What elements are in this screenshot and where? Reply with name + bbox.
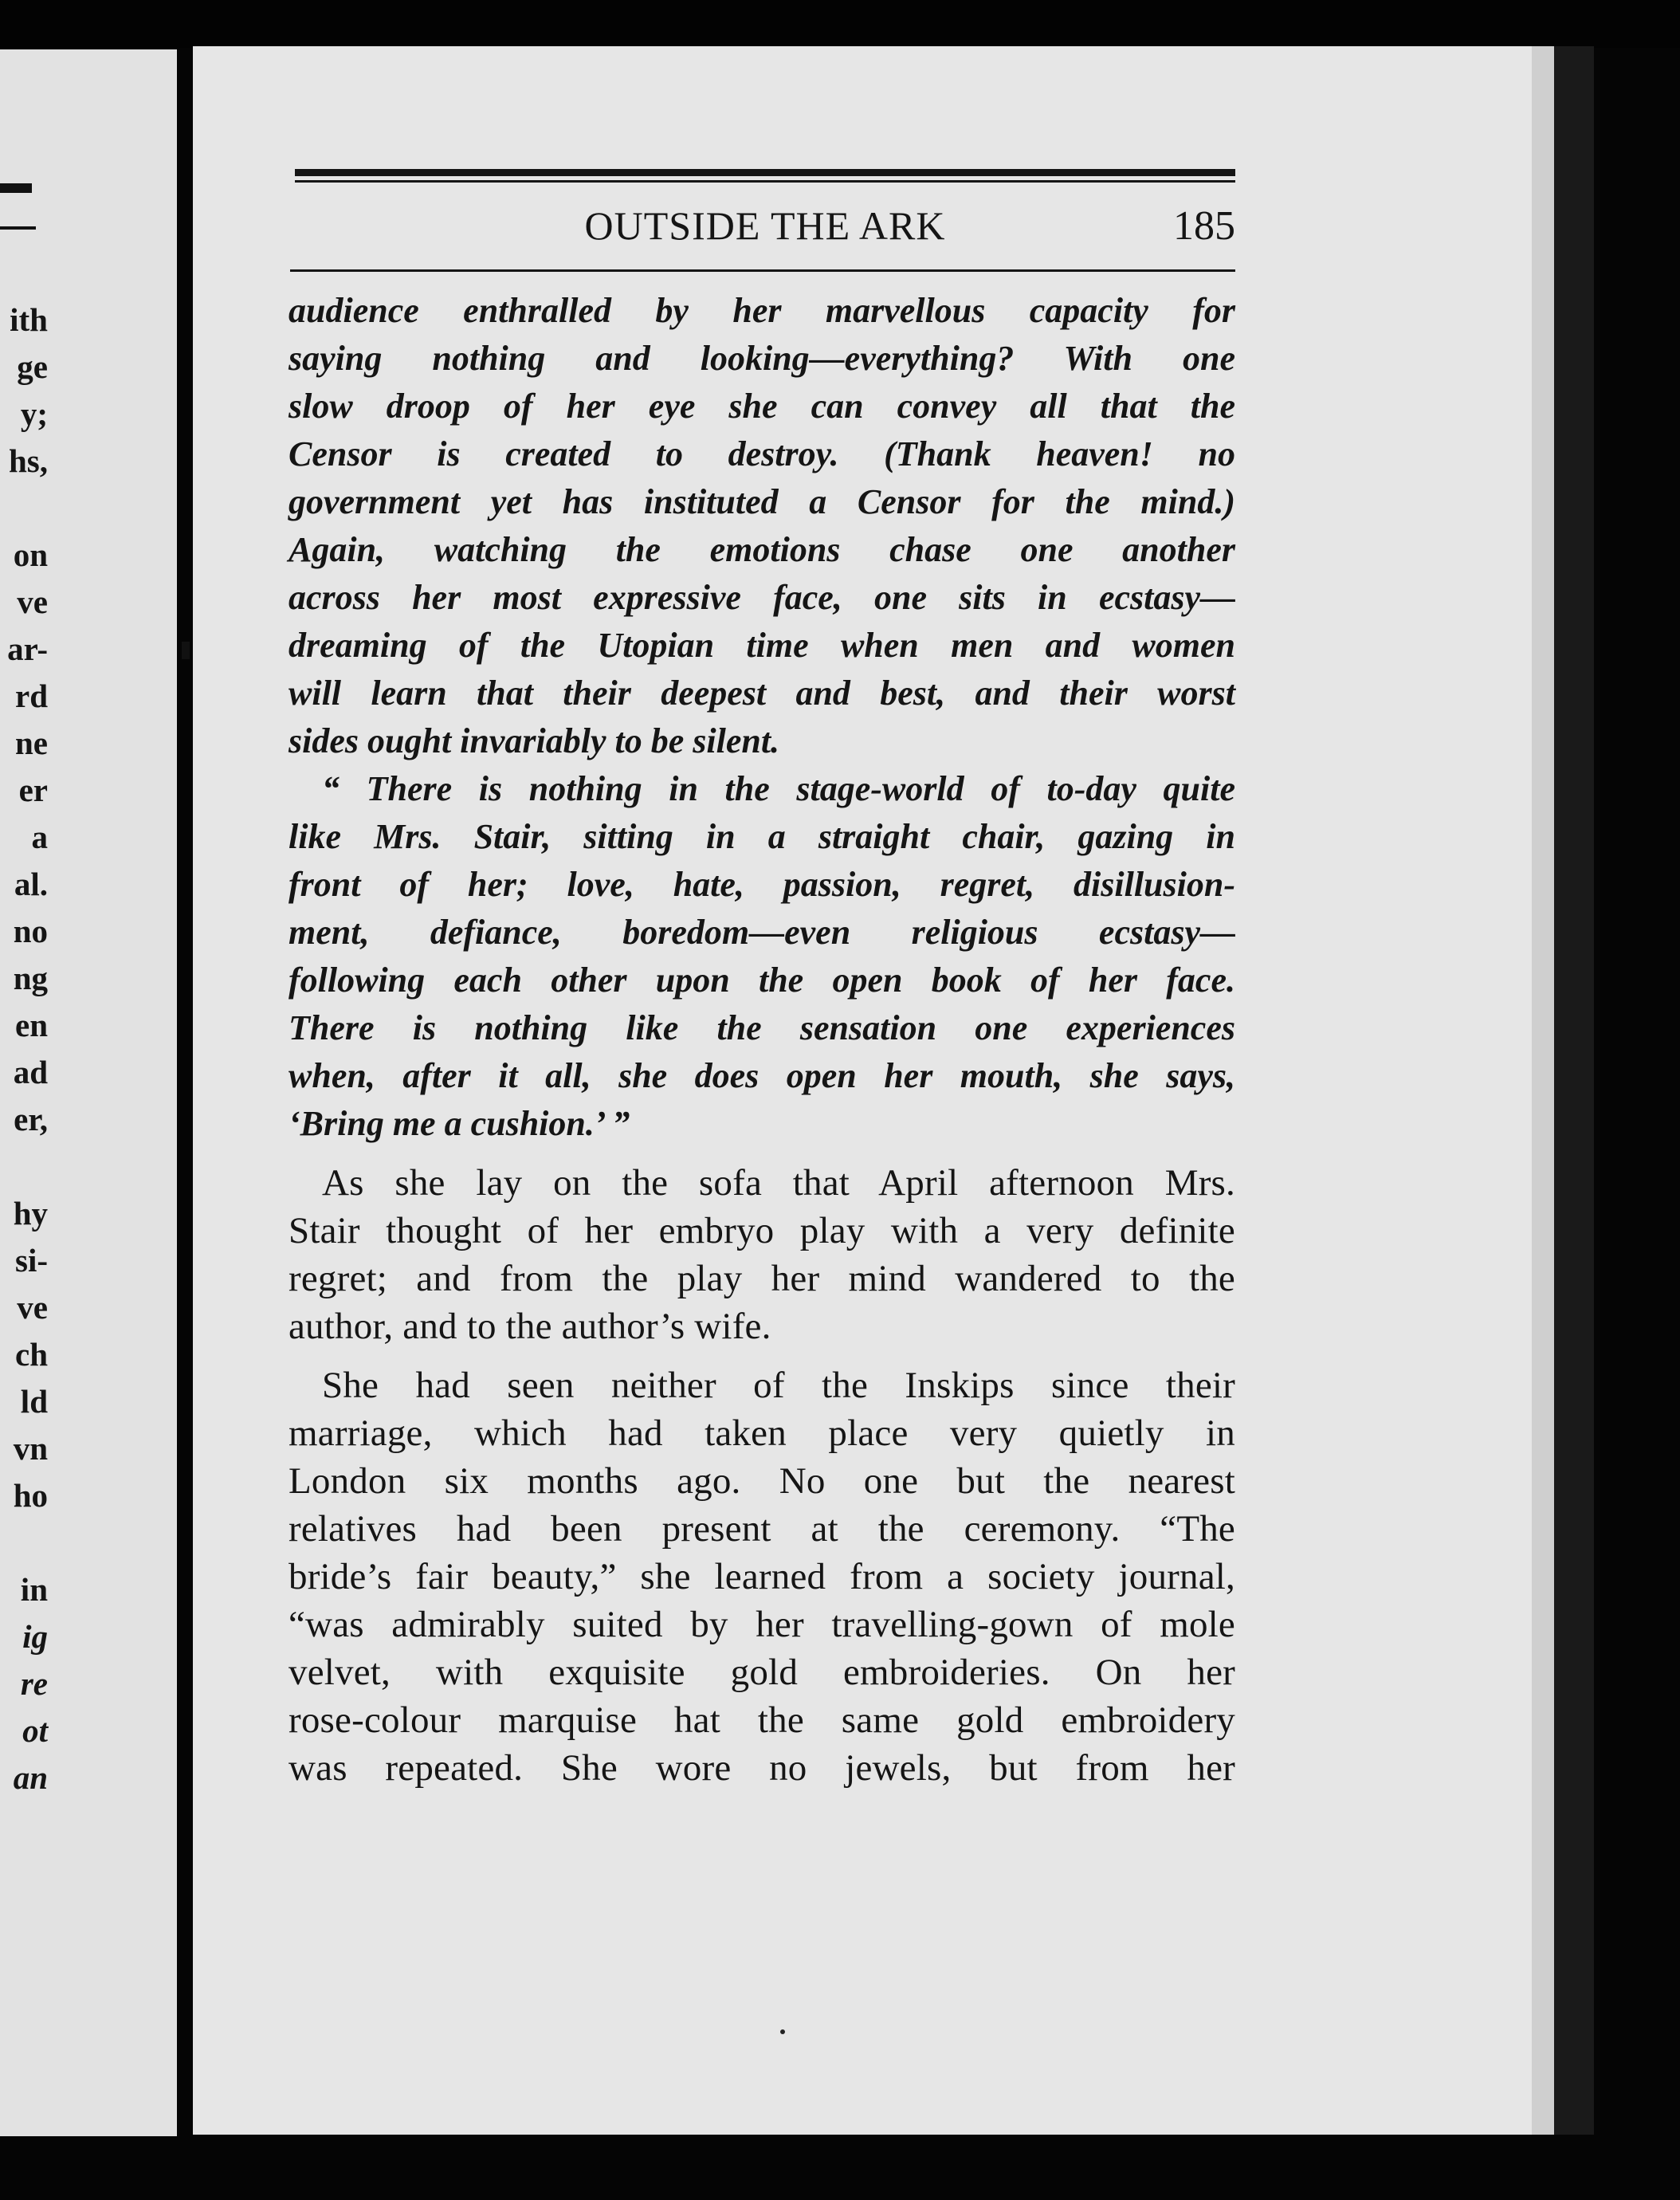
facing-page-fragment: ad xyxy=(13,1054,48,1090)
facing-page-fragment: ve xyxy=(17,583,48,620)
facing-page-fragment: ld xyxy=(20,1383,48,1420)
facing-page-rule xyxy=(0,183,32,193)
text-line: front of her; love, hate, passion, regret, disillusion- xyxy=(289,865,1235,904)
text-line: was repeated. She wore no jewels, but from her xyxy=(289,1747,1235,1789)
text-line: will learn that their deepest and best, and their worst xyxy=(289,674,1235,713)
book-gutter xyxy=(177,49,193,2136)
text-line: There is nothing like the sensation one experiences xyxy=(289,1008,1235,1047)
scan-top-border xyxy=(0,0,1680,48)
text-line: slow droop of her eye she can convey all that the xyxy=(289,387,1235,426)
facing-page-rule-thin xyxy=(0,226,36,230)
facing-page-fragment: ot xyxy=(22,1712,48,1749)
facing-page-fragment xyxy=(0,1143,48,1190)
page-number: 185 xyxy=(1173,203,1235,249)
text-line: ‘Bring me a cushion.’ ” xyxy=(289,1104,630,1143)
text-line: regret; and from the play her mind wandered to the xyxy=(289,1258,1235,1299)
text-line: Again, watching the emotions chase one another xyxy=(289,530,1235,569)
facing-page-fragment: re xyxy=(20,1665,48,1702)
text-line: dreaming of the Utopian time when men and women xyxy=(289,626,1235,665)
text-line: Stair thought of her embryo play with a very definite xyxy=(289,1210,1235,1251)
text-line: government yet has instituted a Censor for the mind.) xyxy=(289,482,1235,521)
facing-page-fragment: an xyxy=(13,1759,48,1796)
text-line: velvet, with exquisite gold embroideries. On her xyxy=(289,1652,1235,1693)
facing-page-fragment: en xyxy=(15,1007,48,1043)
facing-page-fragment: rd xyxy=(15,678,48,714)
facing-page-fragment: ne xyxy=(15,725,48,761)
facing-page-fragment: on xyxy=(13,536,48,573)
paragraph-gap xyxy=(289,1350,1235,1361)
facing-page-fragment: ith xyxy=(10,301,48,338)
text-line: sides ought invariably to be silent. xyxy=(289,721,780,760)
facing-page-fragment: ge xyxy=(17,348,48,385)
text-line: like Mrs. Stair, sitting in a straight chair, gazing in xyxy=(289,817,1235,856)
running-title: OUTSIDE THE ARK xyxy=(584,203,946,248)
printer-dot xyxy=(780,2029,785,2034)
text-line: “ There is nothing in the stage-world of to-day quite xyxy=(322,769,1235,808)
facing-page-fragment: hs, xyxy=(8,442,48,479)
facing-page-fragment: ig xyxy=(22,1618,48,1655)
text-line: relatives had been present at the ceremony. “The xyxy=(289,1508,1235,1550)
facing-page-line-endings xyxy=(0,297,48,1801)
text-line: across her most expressive face, one sits in ecstasy— xyxy=(289,578,1235,617)
text-line: following each other upon the open book of her face. xyxy=(289,961,1235,1000)
body-text xyxy=(289,287,1235,1792)
facing-page-fragment xyxy=(0,485,48,532)
text-line: As she lay on the sofa that April afternoon Mrs. xyxy=(322,1162,1235,1204)
text-line: marriage, which had taken place very quietly in xyxy=(289,1412,1235,1454)
header-rule-thin xyxy=(295,180,1235,183)
text-line: She had seen neither of the Inskips since their xyxy=(322,1365,1235,1406)
text-line: London six months ago. No one but the nearest xyxy=(289,1460,1235,1502)
paragraph-gap xyxy=(289,1148,1235,1159)
facing-page-fragment: no xyxy=(13,913,48,949)
margin-mark xyxy=(182,642,190,659)
facing-page-fragment: er, xyxy=(14,1101,48,1137)
facing-page-fragment: er xyxy=(18,772,48,808)
facing-page-fragment xyxy=(0,1519,48,1566)
facing-page-fragment: in xyxy=(20,1571,48,1608)
page-edge xyxy=(1532,46,1554,2135)
facing-page-fragment: vn xyxy=(13,1430,48,1467)
facing-page-fragment: a xyxy=(31,819,48,855)
text-line: author, and to the author’s wife. xyxy=(289,1306,771,1347)
facing-page-fragment: y; xyxy=(20,395,48,432)
facing-page-fragment: ng xyxy=(13,960,48,996)
text-line: bride’s fair beauty,” she learned from a society journal, xyxy=(289,1556,1235,1597)
text-line: “was admirably suited by her travelling-gown of mole xyxy=(289,1604,1235,1645)
facing-page-fragment: hy xyxy=(13,1195,48,1232)
text-line: when, after it all, she does open her mouth, she says, xyxy=(289,1056,1235,1095)
facing-page-edge xyxy=(0,49,177,2136)
facing-page-fragment: ho xyxy=(13,1477,48,1514)
text-line: ment, defiance, boredom—even religious ecstasy— xyxy=(289,913,1235,952)
facing-page-fragment: ar- xyxy=(7,631,48,667)
header-rule-thick xyxy=(295,169,1235,176)
facing-page-fragment: si- xyxy=(15,1242,48,1279)
text-line: saying nothing and looking—everything? With one xyxy=(289,339,1235,378)
text-line: audience enthralled by her marvellous capacity for xyxy=(289,291,1235,330)
scan-right-border xyxy=(1554,46,1594,2135)
facing-page-fragment: ch xyxy=(15,1336,48,1373)
facing-page-fragment: ve xyxy=(17,1289,48,1326)
text-line: Censor is created to destroy. (Thank heaven! no xyxy=(289,434,1235,473)
text-line: rose-colour marquise hat the same gold embroidery xyxy=(289,1699,1235,1741)
header-rule-bottom xyxy=(290,269,1235,272)
facing-page-fragment: al. xyxy=(14,866,48,902)
